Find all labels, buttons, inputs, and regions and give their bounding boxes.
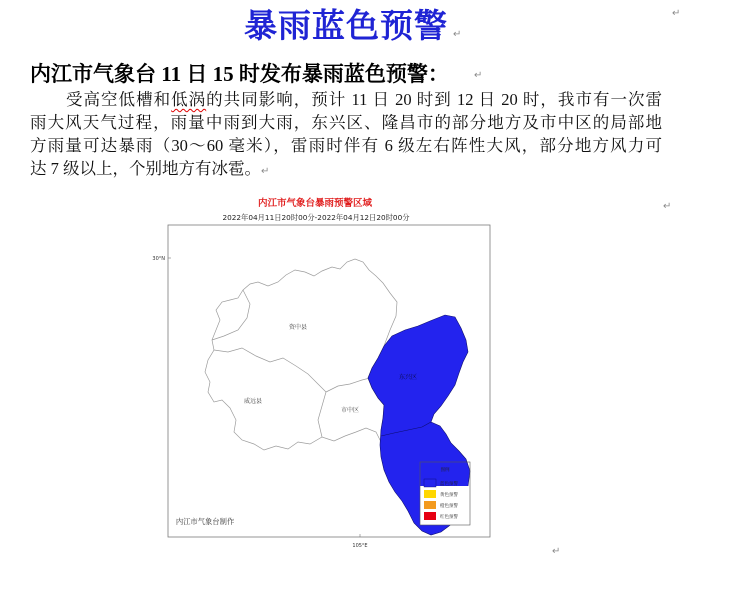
body-line	[30, 157, 662, 180]
region-label-dongxing: 东兴区	[398, 374, 418, 381]
paragraph-mark: ↵	[261, 166, 270, 177]
legend-swatch-yellow	[424, 490, 436, 498]
document-title: 暴雨蓝色预警	[244, 6, 448, 45]
map-period: 2022年04月11日20时00分-2022年04月12日20时00分	[222, 213, 410, 222]
body-line: 方雨量可达暴雨（30～60 毫米），雷雨时伴有 6 级左右阵性大风，部分地方风力可	[30, 136, 662, 155]
spellcheck-flagged-word: 低涡	[171, 90, 207, 109]
body-text: 受高空低槽和	[66, 90, 172, 109]
legend-label: 橙色预警	[440, 504, 458, 509]
body-text: 的共同影响，预计 11 日 20 时到 12 日 20 时，我市有一次雷	[206, 90, 663, 109]
map-credit: 内江市气象台制作	[175, 517, 235, 526]
warning-area-map	[148, 192, 498, 554]
legend-label: 蓝色预警	[440, 482, 458, 487]
longitude-label: 105°E	[352, 543, 368, 549]
region-label-shizhong: 市中区	[340, 407, 360, 414]
body-line: 雨大风天气过程，雨量中雨到大雨，东兴区、隆昌市的部分地方及市中区的局部地	[30, 113, 662, 132]
legend-swatch-red	[424, 512, 436, 520]
legend-title: 图例	[440, 468, 450, 473]
paragraph-mark: ↵	[552, 546, 561, 557]
legend-swatch-orange	[424, 501, 436, 509]
paragraph-mark: ↵	[453, 29, 462, 40]
latitude-label: 30°N	[152, 256, 165, 262]
region-label-zizhong: 资中县	[288, 324, 308, 331]
legend-label: 黄色预警	[440, 493, 458, 498]
legend-swatch-blue	[424, 479, 436, 487]
paragraph-mark: ↵	[672, 8, 681, 19]
region-label-weiyuan: 威远县	[243, 398, 263, 405]
paragraph-mark: ↵	[474, 70, 483, 81]
legend-label: 红色预警	[440, 515, 458, 520]
body-text: 达 7 级以上，个别地方有冰雹。	[30, 159, 261, 178]
document-heading: 内江市气象台 11 日 15 时发布暴雨蓝色预警：	[30, 62, 449, 86]
map-title: 内江市气象台暴雨预警区域	[257, 198, 373, 209]
paragraph-mark: ↵	[663, 201, 672, 212]
body-line	[30, 88, 662, 111]
